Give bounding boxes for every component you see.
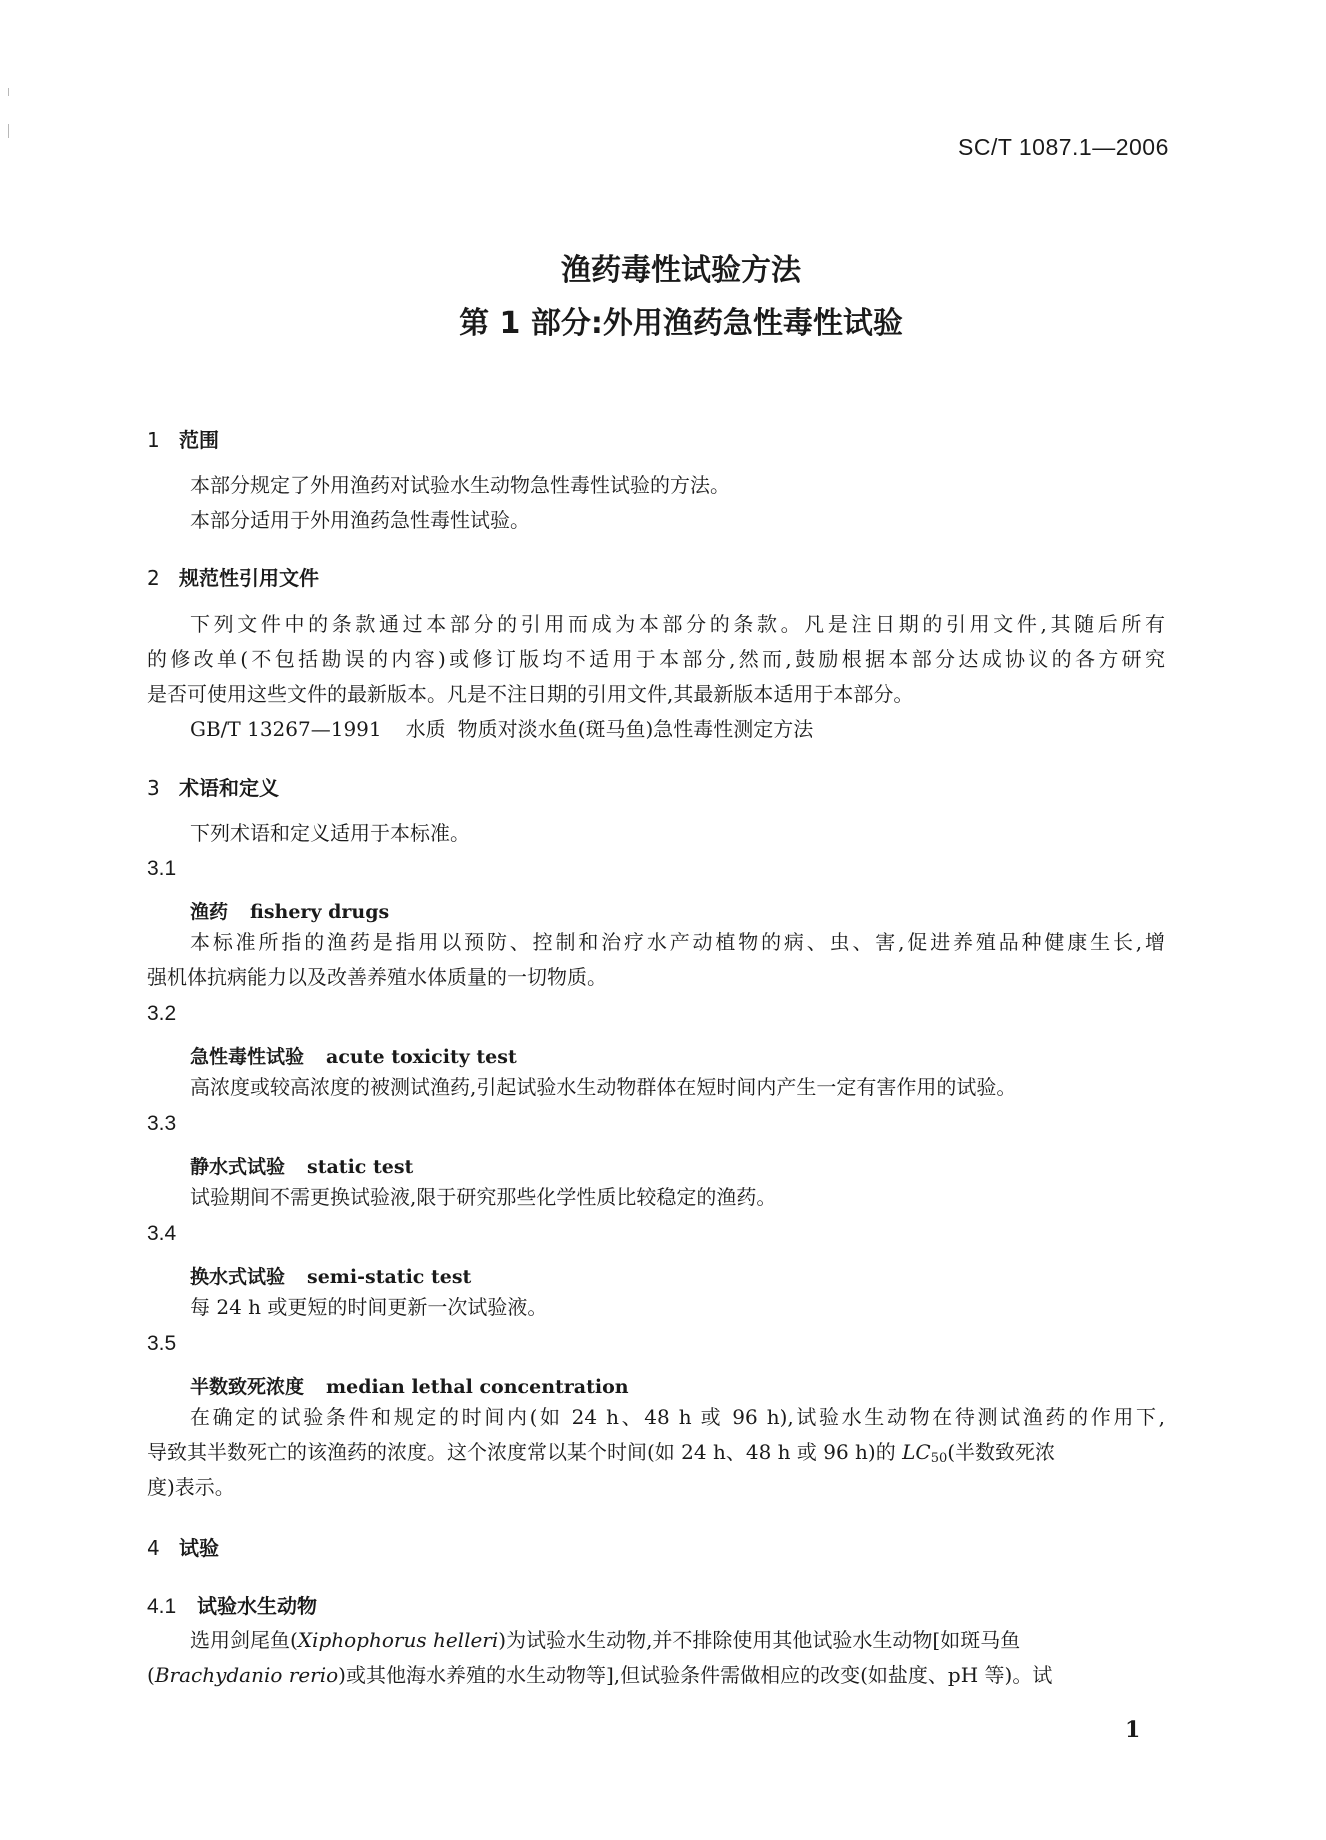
paragraph: 下列术语和定义适用于本标准。 <box>190 821 470 845</box>
term-heading <box>190 1372 629 1399</box>
definition-line: 每 24 h 或更短的时间更新一次试验液。 <box>190 1295 548 1319</box>
term-number: 3.5 <box>147 1332 177 1355</box>
paragraph: 本部分规定了外用渔药对试验水生动物急性毒性试验的方法。 <box>190 473 730 497</box>
definition-line: 在确定的试验条件和规定的时间内(如 24 h、48 h 或 96 h),试验水生动物在待测试渔药的作用下, <box>190 1405 1165 1429</box>
definition-line: 度)表示。 <box>147 1475 235 1499</box>
term-number: 3.3 <box>147 1112 177 1135</box>
doc-title: 渔药毒性试验方法 <box>561 253 801 288</box>
term-heading <box>190 1042 517 1069</box>
term-en: fishery drugs <box>250 901 390 923</box>
paragraph-text: ( <box>147 1663 155 1687</box>
section-number: 2 <box>147 566 160 590</box>
paragraph-line: 的修改单(不包括勘误的内容)或修订版均不适用于本部分,然而,鼓励根据本部分达成协议的各方研究 <box>147 647 1165 671</box>
section-heading <box>147 424 219 453</box>
paragraph-text: )或其他海水养殖的水生动物等],但试验条件需做相应的改变(如盐度、pH 等)。试 <box>338 1663 1053 1687</box>
reference-title: 水质 <box>405 717 446 741</box>
term-number: 3.2 <box>147 1002 177 1025</box>
scan-mark <box>8 88 9 96</box>
definition-line: 高浓度或较高浓度的被测试渔药,引起试验水生动物群体在短时间内产生一定有害作用的试验。 <box>190 1075 1017 1099</box>
subsection-title: 试验水生动物 <box>197 1594 317 1618</box>
term-heading <box>190 1152 413 1179</box>
species-name: Xiphophorus helleri <box>297 1628 499 1652</box>
standard-code: SC/T 1087.1—2006 <box>958 134 1169 160</box>
scan-mark <box>8 124 9 138</box>
definition-line: 试验期间不需更换试验液,限于研究那些化学性质比较稳定的渔药。 <box>190 1185 777 1209</box>
term-heading <box>190 1262 471 1289</box>
section-heading <box>147 562 319 591</box>
species-name: Brachydanio rerio <box>154 1663 339 1687</box>
subsection-number: 4.1 <box>147 1595 177 1618</box>
reference-title: 物质对淡水鱼(斑马鱼)急性毒性测定方法 <box>457 717 814 741</box>
section-number: 3 <box>147 776 160 800</box>
term-number: 3.4 <box>147 1222 177 1245</box>
section-heading <box>147 1532 219 1561</box>
term-number: 3.1 <box>147 857 177 880</box>
term-en: acute toxicity test <box>326 1046 517 1068</box>
term-cn: 急性毒性试验 <box>190 1046 305 1068</box>
paragraph-line: 是否可使用这些文件的最新版本。凡是不注日期的引用文件,其最新版本适用于本部分。 <box>147 682 914 706</box>
term-en: static test <box>307 1156 414 1178</box>
section-number: 4 <box>147 1536 160 1560</box>
definition-text: (半数致死浓 <box>947 1440 1056 1464</box>
definition-line <box>147 1435 1055 1476</box>
section-heading <box>147 772 279 801</box>
paragraph: 本部分适用于外用渔药急性毒性试验。 <box>190 508 530 532</box>
paragraph-line: 下列文件中的条款通过本部分的引用而成为本部分的条款。凡是注日期的引用文件,其随后所有 <box>190 612 1165 636</box>
normative-reference <box>190 712 813 747</box>
term-cn: 渔药 <box>190 901 229 923</box>
doc-subtitle: 第 1 部分:外用渔药急性毒性试验 <box>459 306 903 341</box>
section-number: 1 <box>147 428 160 452</box>
reference-code: GB/T 13267—1991 <box>190 717 382 741</box>
section-title: 试验 <box>179 1536 219 1560</box>
page-number: 1 <box>1125 1717 1141 1743</box>
paragraph-text: )为试验水生动物,并不排除使用其他试验水生动物[如斑马鱼 <box>498 1628 1021 1652</box>
subsection-heading <box>147 1590 317 1619</box>
term-heading <box>190 897 389 924</box>
section-title: 术语和定义 <box>179 776 279 800</box>
paragraph-line <box>147 1658 1052 1693</box>
term-en: median lethal concentration <box>326 1376 629 1398</box>
section-title: 规范性引用文件 <box>179 566 319 590</box>
term-cn: 静水式试验 <box>190 1156 286 1178</box>
term-en: semi-static test <box>307 1266 472 1288</box>
term-cn: 换水式试验 <box>190 1266 286 1288</box>
section-title: 范围 <box>179 428 219 452</box>
lc-symbol: LC <box>902 1440 931 1464</box>
term-cn: 半数致死浓度 <box>190 1376 305 1398</box>
definition-text: 导致其半数死亡的该渔药的浓度。这个浓度常以某个时间(如 24 h、48 h 或 96 h)的 <box>147 1440 903 1464</box>
paragraph-text: 选用剑尾鱼( <box>190 1628 298 1652</box>
definition-line: 本标准所指的渔药是指用以预防、控制和治疗水产动植物的病、虫、害,促进养殖品种健康生长,增 <box>190 930 1165 954</box>
definition-line: 强机体抗病能力以及改善养殖水体质量的一切物质。 <box>147 965 607 989</box>
lc-subscript: 50 <box>930 1451 948 1466</box>
paragraph-line <box>190 1623 1020 1658</box>
